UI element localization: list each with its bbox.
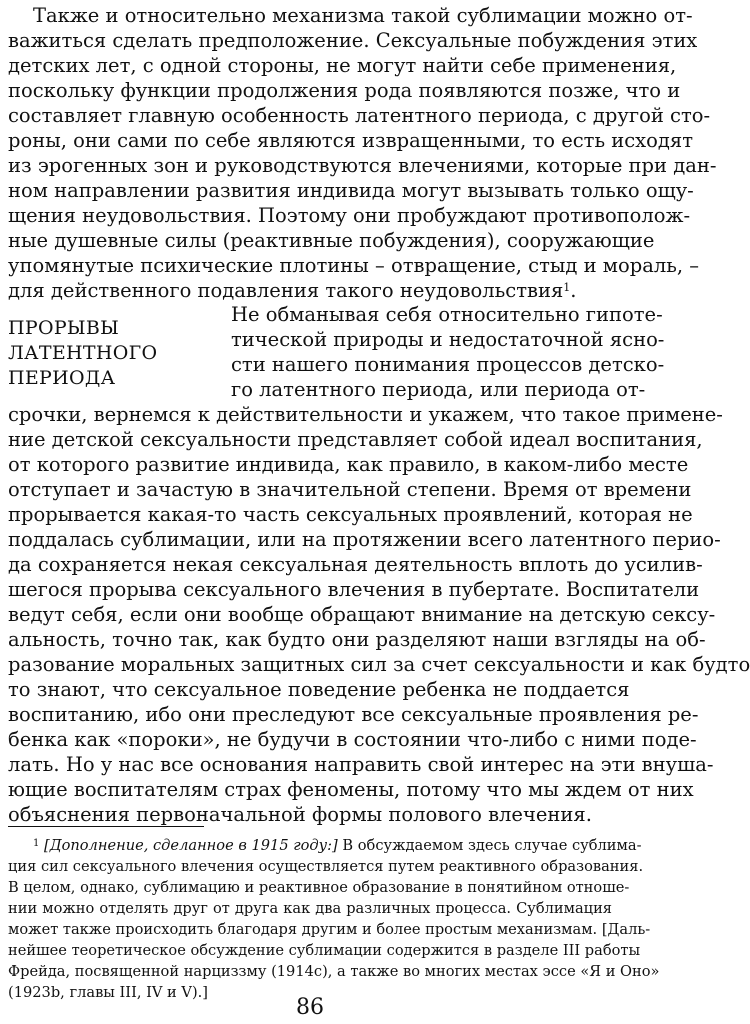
footnote-reference: 1 xyxy=(563,281,571,294)
heading-line: ПЕРИОДА xyxy=(8,367,116,389)
text-line: тической природы и недостаточной ясно- xyxy=(231,328,665,351)
page-number: 86 xyxy=(296,995,324,1020)
text-line: детских лет, с одной стороны, не могут найти себе применения, xyxy=(8,54,677,77)
footnote-line: нейшее теоретическое обсуждение сублимации содержится в разделе III работы xyxy=(8,942,641,959)
text-line: разование моральных защитных сил за счет сексуальности и как будто xyxy=(8,653,750,676)
footnote-line: В целом, однако, сублимацию и реактивное образование в понятийном отноше- xyxy=(8,879,630,896)
text-line: поскольку функции продолжения рода появляются позже, что и xyxy=(8,79,681,102)
text-line: да сохраняется некая сексуальная деятельность вплоть до усилив- xyxy=(8,553,703,576)
text-line: составляет главную особенность латентного периода, с другой сто- xyxy=(8,104,711,127)
footnote-text: В обсуждаемом здесь случае сублима- xyxy=(337,837,642,854)
footnote-line: нии можно отделять друг от друга как два различных процесса. Сублимация xyxy=(8,900,612,917)
text-line: важиться сделать предположение. Сексуальные побуждения этих xyxy=(8,29,698,52)
text-line: шегося прорыва сексуального влечения в пубертате. Воспитатели xyxy=(8,578,700,601)
text-line: Также и относительно механизма такой сублимации можно от- xyxy=(33,4,693,27)
footnote-line xyxy=(33,836,642,857)
text-line: ные душевные силы (реактивные побуждения), сооружающие xyxy=(8,229,655,252)
text-line: для действенного подавления такого неудовольствия xyxy=(8,279,564,302)
footnote-line: Фрейда, посвященной нарциззму (1914c), а также во многих местах эссе «Я и Оно» xyxy=(8,963,660,980)
text-line: то знают, что сексуальное поведение ребенка не поддается xyxy=(8,678,630,701)
text-line: бенка как «пороки», не будучи в состоянии что-либо с ними поде- xyxy=(8,728,697,751)
text-line: объяснения первоначальной формы полового влечения. xyxy=(8,803,592,826)
text-line: щения неудовольствия. Поэтому они пробуждают противополож- xyxy=(8,204,691,227)
text-line-last xyxy=(8,278,612,303)
sentence-period: . xyxy=(570,279,577,302)
text-line: срочки, вернемся к действительности и укажем, что такое примене- xyxy=(8,403,723,426)
text-line: ние детской сексуальности представляет собой идеал воспитания, xyxy=(8,428,703,451)
text-line: роны, они сами по себе являются извращенными, то есть исходят xyxy=(8,129,694,152)
text-line: лать. Но у нас все основания направить свой интерес на эти внуша- xyxy=(8,753,714,776)
footnote-marker: 1 xyxy=(33,838,40,849)
text-line: от которого развитие индивида, как правило, в каком-либо месте xyxy=(8,453,689,476)
text-line: прорывается какая-то часть сексуальных проявлений, которая не xyxy=(8,503,693,526)
text-line: го латентного периода, или периода от- xyxy=(231,378,646,401)
text-line: Не обманывая себя относительно гипоте- xyxy=(231,303,663,326)
footnote-separator xyxy=(8,826,204,827)
text-line: ном направлении развития индивида могут вызывать только ощу- xyxy=(8,179,694,202)
text-line: ведут себя, если они вообще обращают внимание на детскую сексу- xyxy=(8,603,716,626)
text-line: воспитанию, ибо они преследуют все сексуальные проявления ре- xyxy=(8,703,699,726)
heading-line: ПРОРЫВЫ xyxy=(8,317,120,339)
footnote-line: может также происходить благодаря другим и более простым механизмам. [Даль- xyxy=(8,921,651,938)
text-line: отступает и зачастую в значительной степени. Время от времени xyxy=(8,478,692,501)
text-line: из эрогенных зон и руководствуются влечениями, которые при дан- xyxy=(8,154,717,177)
footnote-line: (1923b, главы III, IV и V).] xyxy=(8,984,208,1001)
footnote-line: ция сил сексуального влечения осуществляется путем реактивного образования. xyxy=(8,858,644,875)
section-heading xyxy=(8,316,218,391)
text-line: поддалась сублимации, или на протяжении всего латентного перио- xyxy=(8,528,721,551)
footnote-italic-lead: [Дополнение, сделанное в 1915 году:] xyxy=(44,837,338,854)
text-line: упомянутые психические плотины – отвращение, стыд и мораль, – xyxy=(8,254,699,277)
text-line: сти нашего понимания процессов детско- xyxy=(231,353,665,376)
text-line: ющие воспитателям страх феномены, потому что мы ждем от них xyxy=(8,778,694,801)
heading-line: ЛАТЕНТНОГО xyxy=(8,342,158,364)
text-line: альность, точно так, как будто они разделяют наши взгляды на об- xyxy=(8,628,706,651)
